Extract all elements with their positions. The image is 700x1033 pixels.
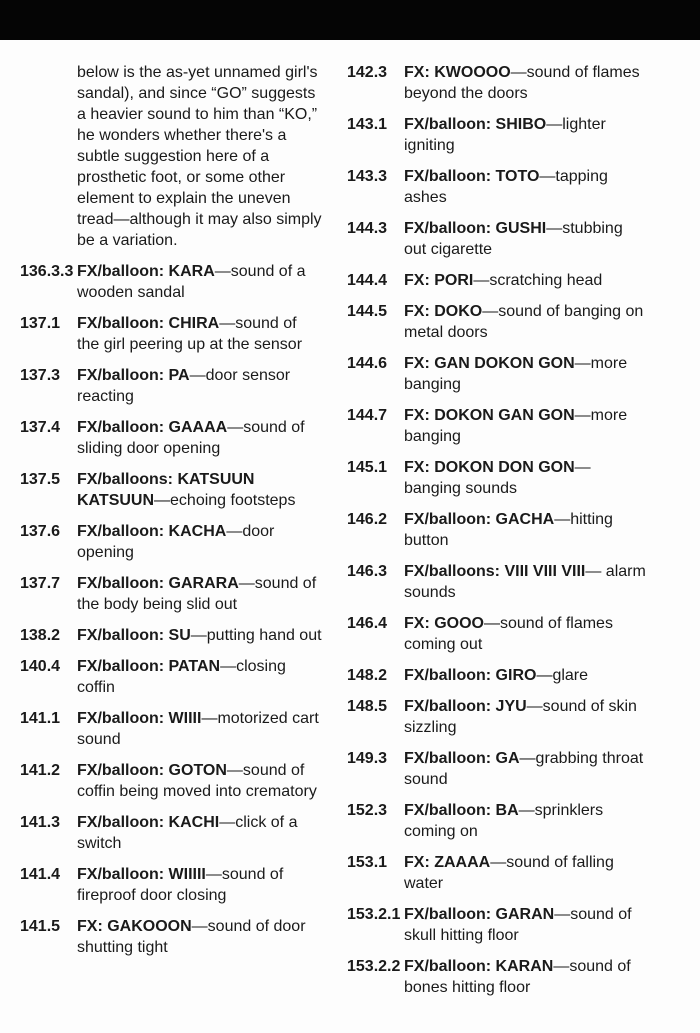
glossary-entry: [347, 613, 657, 655]
entry-number: 141.4: [20, 866, 61, 883]
entry-number: 146.2: [347, 511, 388, 528]
entry-description: —sound of door shutting tight: [77, 918, 306, 956]
glossary-entry: [347, 353, 657, 395]
entry-body: [404, 353, 649, 395]
entry-sfx-label: FX/balloon: JYU: [404, 698, 527, 715]
entry-body: [404, 665, 649, 686]
entry-description: —sound of coffin being moved into crematory: [77, 762, 317, 800]
entry-sfx-label: FX/balloon: SU: [77, 627, 191, 644]
entry-sfx-label: FX/balloon: BA: [404, 802, 519, 819]
entry-number: 153.2.1: [347, 906, 401, 923]
entry-body: [77, 417, 322, 459]
entry-description: —stubbing out cigarette: [404, 220, 623, 258]
entry-sfx-label: FX: ZAAAA: [404, 854, 491, 871]
entry-body: [404, 114, 649, 156]
glossary-entry: [20, 864, 330, 906]
entry-body: [404, 270, 649, 291]
entry-sfx-label: FX/balloon: SHIBO: [404, 116, 547, 133]
entry-description: —scratching head: [473, 272, 603, 289]
left-entry-list: [20, 261, 330, 958]
entry-description: —closing coffin: [77, 658, 286, 696]
entry-body: [404, 800, 649, 842]
entry-sfx-label: FX: KWOOOO: [404, 64, 511, 81]
entry-sfx-label: FX/balloon: PA: [77, 367, 190, 384]
entry-sfx-label: FX: DOKO: [404, 303, 483, 320]
entry-body: [77, 521, 322, 563]
entry-number: 137.1: [20, 315, 61, 332]
entry-sfx-label: FX/balloon: TOTO: [404, 168, 540, 185]
glossary-entry: [347, 166, 657, 208]
intro-paragraph: below is the as-yet unnamed girl's sandal), and since “GO” suggests a heavier sound to him than “KO,” he wonders whether there's a subtle suggestion here of a prosthetic foot, or some other element to explain the uneven tread—although it may also simply be a variation.: [77, 64, 322, 249]
entry-number: 145.1: [347, 459, 388, 476]
glossary-entry: [347, 904, 657, 946]
entry-number: 141.3: [20, 814, 61, 831]
entry-body: [404, 904, 649, 946]
glossary-entry: [347, 218, 657, 260]
entry-body: [404, 62, 649, 104]
glossary-entry: [347, 561, 657, 603]
entry-number: 140.4: [20, 658, 61, 675]
entry-body: [77, 625, 322, 646]
glossary-entry: [347, 62, 657, 104]
entry-number: 152.3: [347, 802, 388, 819]
entry-number: 153.1: [347, 854, 388, 871]
entry-sfx-label: FX/balloon: KACHI: [77, 814, 220, 831]
glossary-entry: [347, 696, 657, 738]
glossary-entry: [347, 509, 657, 551]
entry-number: 144.5: [347, 303, 388, 320]
entry-description: —echoing footsteps: [154, 492, 296, 509]
entry-number: 143.1: [347, 116, 388, 133]
entry-number: 148.2: [347, 667, 388, 684]
glossary-entry: [20, 812, 330, 854]
entry-body: [404, 301, 649, 343]
entry-sfx-label: FX/balloon: GARAN: [404, 906, 555, 923]
entry-sfx-label: FX/balloon: GOTON: [77, 762, 227, 779]
entry-description: —putting hand out: [190, 627, 322, 644]
entry-number: 141.2: [20, 762, 61, 779]
entry-description: —sprinklers coming on: [404, 802, 604, 840]
entry-number: 138.2: [20, 627, 61, 644]
entry-description: —grabbing throat sound: [404, 750, 644, 788]
entry-number: 141.5: [20, 918, 61, 935]
scan-top-border: [0, 0, 700, 40]
glossary-entry: [347, 114, 657, 156]
entry-number: 137.3: [20, 367, 61, 384]
entry-sfx-label: FX/balloon: WIIII: [77, 710, 202, 727]
entry-number: 148.5: [347, 698, 388, 715]
entry-description: —hitting button: [404, 511, 613, 549]
entry-body: [77, 469, 322, 511]
entry-body: [404, 852, 649, 894]
entry-sfx-label: FX/balloon: WIIIII: [77, 866, 206, 883]
entry-body: [404, 561, 649, 603]
glossary-entry: [347, 270, 657, 291]
entry-description: —sound of flames beyond the doors: [404, 64, 640, 102]
glossary-entry: [20, 365, 330, 407]
entry-sfx-label: FX/balloons: VIII VIII VIII: [404, 563, 586, 580]
entry-description: —sound of fireproof door closing: [77, 866, 284, 904]
glossary-entry: [347, 800, 657, 842]
entry-description: —sound of a wooden sandal: [77, 263, 306, 301]
glossary-entry: [20, 625, 330, 646]
entry-sfx-label: FX: DOKON GAN GON: [404, 407, 575, 424]
entry-number: 137.5: [20, 471, 61, 488]
entry-number: 141.1: [20, 710, 61, 727]
glossary-entry: [20, 760, 330, 802]
entry-sfx-label: FX/balloon: GUSHI: [404, 220, 547, 237]
entry-sfx-label: FX/balloon: GACHA: [404, 511, 555, 528]
entry-sfx-label: FX: GAN DOKON GON: [404, 355, 575, 372]
entry-sfx-label: FX/balloon: PATAN: [77, 658, 221, 675]
entry-sfx-label: FX/balloon: KACHA: [77, 523, 227, 540]
entry-sfx-label: FX/balloon: GARARA: [77, 575, 239, 592]
entry-body: [77, 708, 322, 750]
entry-body: [77, 864, 322, 906]
glossary-entry: [20, 708, 330, 750]
entry-number: 137.7: [20, 575, 61, 592]
entry-number: 143.3: [347, 168, 388, 185]
entry-description: —glare: [536, 667, 589, 684]
glossary-entry: [20, 573, 330, 615]
entry-body: [404, 457, 649, 499]
entry-sfx-label: FX/balloon: KARA: [77, 263, 215, 280]
entry-sfx-label: FX/balloon: GAAAA: [77, 419, 228, 436]
entry-body: [404, 405, 649, 447]
entry-description: — alarm sounds: [404, 563, 646, 601]
entry-description: —tapping ashes: [404, 168, 608, 206]
entry-number: 137.6: [20, 523, 61, 540]
entry-description: —sound of skin sizzling: [404, 698, 637, 736]
entry-body: [77, 573, 322, 615]
glossary-entry: [20, 313, 330, 355]
entry-description: —sound of the girl peering up at the sensor: [77, 315, 303, 353]
glossary-entry: [20, 417, 330, 459]
glossary-entry: [20, 656, 330, 698]
entry-sfx-label: FX: GAKOOON: [77, 918, 192, 935]
entry-sfx-label: FX/balloon: KARAN: [404, 958, 554, 975]
left-column: [20, 62, 330, 968]
entry-description: —sound of the body being slid out: [77, 575, 317, 613]
entry-body: [404, 613, 649, 655]
entry-number: 149.3: [347, 750, 388, 767]
entry-number: 153.2.2: [347, 958, 401, 975]
entry-description: —more banging: [404, 407, 628, 445]
glossary-entry: [347, 852, 657, 894]
entry-number: 144.4: [347, 272, 388, 289]
entry-number: 144.7: [347, 407, 388, 424]
entry-description: —door opening: [77, 523, 275, 561]
entry-description: —click of a switch: [77, 814, 298, 852]
entry-body: [77, 656, 322, 698]
entry-description: —sound of bones hitting floor: [404, 958, 631, 996]
entry-sfx-label: FX: DOKON DON GON: [404, 459, 575, 476]
entry-body: [77, 812, 322, 854]
glossary-entry: [347, 457, 657, 499]
glossary-entry: [347, 748, 657, 790]
glossary-entry: [347, 301, 657, 343]
entry-body: [404, 218, 649, 260]
glossary-entry: [20, 261, 330, 303]
entry-body: [77, 916, 322, 958]
entry-description: —sound of skull hitting floor: [404, 906, 632, 944]
entry-number: 144.3: [347, 220, 388, 237]
entry-description: —sound of banging on metal doors: [404, 303, 644, 341]
entry-sfx-label: FX/balloon: GA: [404, 750, 520, 767]
glossary-entry: [20, 521, 330, 563]
entry-body: [404, 748, 649, 790]
entry-description: —sound of flames coming out: [404, 615, 613, 653]
entry-body: [404, 509, 649, 551]
entry-sfx-label: FX/balloon: GIRO: [404, 667, 537, 684]
entry-number: 137.4: [20, 419, 61, 436]
entry-description: — banging sounds: [404, 459, 591, 497]
entry-body: [77, 760, 322, 802]
entry-description: —motorized cart sound: [77, 710, 319, 748]
entry-sfx-label: FX: GOOO: [404, 615, 484, 632]
glossary-entry: [20, 469, 330, 511]
glossary-entry: [347, 405, 657, 447]
entry-body: [404, 956, 649, 998]
entry-body: [404, 166, 649, 208]
entry-description: —sound of sliding door opening: [77, 419, 305, 457]
entry-description: —lighter igniting: [404, 116, 606, 154]
glossary-entry: [347, 956, 657, 998]
entry-number: 146.3: [347, 563, 388, 580]
right-column: [347, 62, 657, 1008]
entry-body: [77, 313, 322, 355]
entry-description: —sound of falling water: [404, 854, 614, 892]
entry-number: 136.3.3: [20, 263, 74, 280]
glossary-entry: [347, 665, 657, 686]
entry-sfx-label: FX: PORI: [404, 272, 474, 289]
entry-number: 146.4: [347, 615, 388, 632]
entry-description: —more banging: [404, 355, 628, 393]
right-entry-list: [347, 62, 657, 998]
entry-body: [77, 365, 322, 407]
entry-sfx-label: FX/balloons: KATSUUN KATSUUN: [77, 471, 255, 509]
glossary-entry: [20, 916, 330, 958]
entry-number: 144.6: [347, 355, 388, 372]
entry-body: [404, 696, 649, 738]
entry-sfx-label: FX/balloon: CHIRA: [77, 315, 220, 332]
entry-body: [77, 261, 322, 303]
entry-number: 142.3: [347, 64, 388, 81]
entry-description: —door sensor reacting: [77, 367, 291, 405]
